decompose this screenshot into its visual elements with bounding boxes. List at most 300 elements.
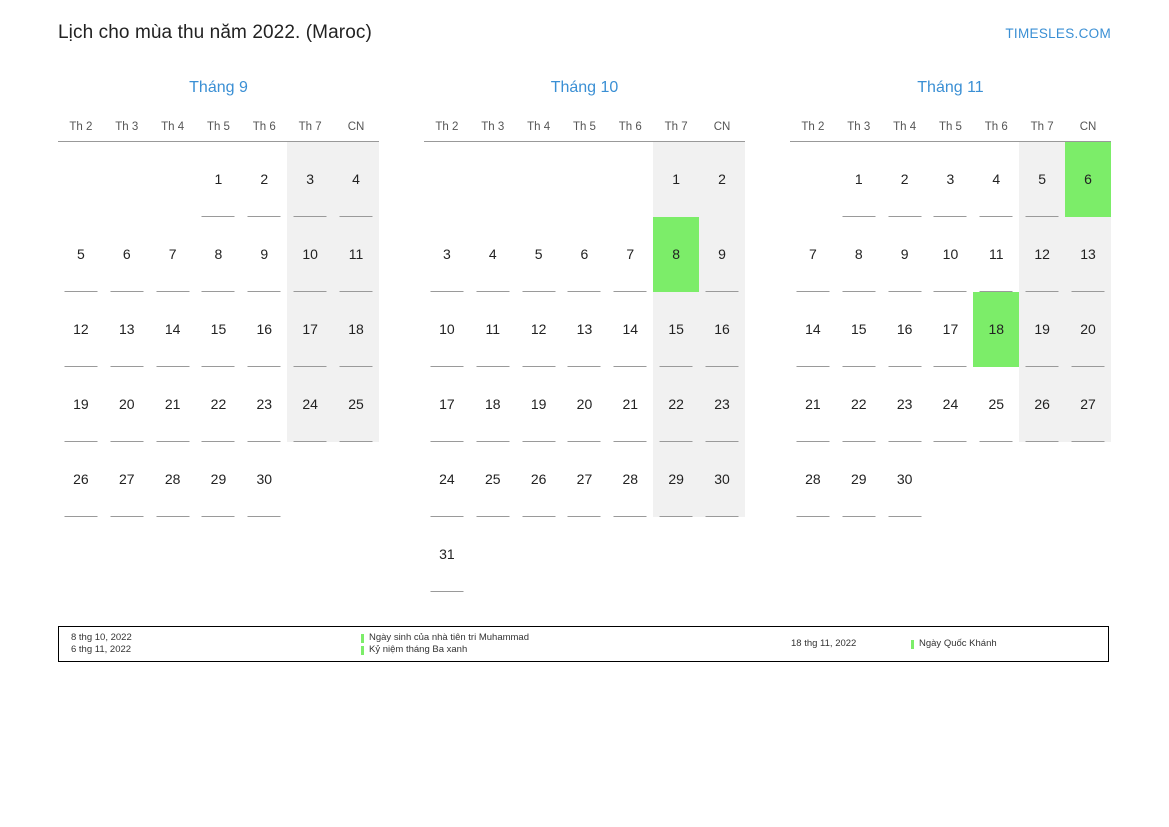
day-number: 2 — [718, 171, 726, 187]
day-number — [929, 518, 973, 591]
day-cell[interactable] — [424, 442, 470, 517]
day-number — [288, 443, 332, 516]
week-row — [790, 517, 1111, 592]
weekday-header: Th 7 — [287, 112, 333, 142]
day-number: 8 — [672, 246, 681, 262]
week-row — [790, 217, 1111, 292]
day-number: 11 — [348, 246, 364, 262]
weekday-header: Th 4 — [150, 112, 196, 142]
day-number: 3 — [443, 246, 451, 262]
day-cell[interactable] — [562, 292, 608, 367]
day-number: 21 — [164, 396, 181, 412]
day-cell[interactable] — [1019, 292, 1065, 367]
day-cell[interactable] — [928, 367, 974, 442]
empty-cell — [1019, 442, 1065, 517]
day-cell[interactable] — [241, 442, 287, 517]
day-cell[interactable] — [333, 292, 379, 367]
legend-dates-group-2 — [791, 638, 911, 650]
page-header — [58, 18, 1111, 48]
day-number: 25 — [348, 396, 364, 412]
day-cell[interactable] — [196, 217, 242, 292]
day-cell[interactable] — [424, 517, 470, 592]
legend-holiday-label: Ngày sinh của nhà tiên tri Muhammad — [369, 632, 529, 643]
empty-cell — [699, 517, 745, 592]
day-cell[interactable] — [104, 442, 150, 517]
day-number — [1020, 443, 1064, 516]
week-row — [58, 142, 379, 218]
empty-cell — [928, 442, 974, 517]
day-number — [1066, 518, 1110, 591]
day-cell[interactable] — [58, 217, 104, 292]
day-number — [59, 143, 103, 216]
holiday-swatch-icon — [361, 646, 364, 655]
week-row — [424, 367, 745, 442]
day-cell[interactable] — [562, 217, 608, 292]
day-cell[interactable] — [516, 367, 562, 442]
day-cell[interactable] — [653, 442, 699, 517]
day-cell[interactable] — [104, 367, 150, 442]
day-number — [517, 143, 561, 216]
legend-holiday-label: Ngày Quốc Khánh — [919, 638, 997, 649]
month-table — [424, 112, 745, 592]
weekday-header: Th 3 — [836, 112, 882, 142]
day-cell[interactable] — [470, 217, 516, 292]
day-cell[interactable] — [241, 217, 287, 292]
day-number: 21 — [622, 396, 639, 412]
day-number: 16 — [714, 321, 730, 337]
day-cell[interactable] — [882, 367, 928, 442]
day-cell[interactable] — [928, 142, 974, 218]
day-number: 21 — [805, 396, 821, 412]
day-number — [883, 518, 927, 591]
day-cell[interactable] — [58, 442, 104, 517]
day-number: 13 — [576, 321, 593, 337]
day-number: 23 — [256, 396, 273, 412]
day-number: 6 — [580, 246, 589, 262]
day-cell[interactable] — [241, 142, 287, 218]
week-row — [424, 217, 745, 292]
day-cell[interactable] — [653, 217, 699, 292]
day-number: 7 — [626, 246, 635, 262]
day-cell[interactable] — [150, 217, 196, 292]
month-title: Tháng 9 — [189, 79, 248, 96]
day-cell[interactable] — [333, 367, 379, 442]
day-number: 25 — [484, 471, 501, 487]
legend-date: 8 thg 10, 2022 — [71, 632, 132, 643]
day-number: 6 — [122, 246, 131, 262]
empty-cell — [836, 517, 882, 592]
day-cell[interactable] — [653, 142, 699, 218]
day-cell[interactable] — [333, 217, 379, 292]
day-cell[interactable] — [104, 217, 150, 292]
day-number — [105, 143, 149, 216]
weekday-header-row — [790, 112, 1111, 142]
day-number: 26 — [73, 471, 89, 487]
day-number: 18 — [348, 321, 364, 337]
day-number: 7 — [168, 246, 177, 262]
day-number — [105, 518, 149, 591]
empty-cell — [58, 142, 104, 218]
day-number: 20 — [1080, 321, 1096, 337]
day-number: 5 — [534, 246, 543, 262]
weekday-header: Th 2 — [790, 112, 836, 142]
day-cell[interactable] — [607, 367, 653, 442]
weekday-header: CN — [1065, 112, 1111, 142]
day-cell[interactable] — [241, 367, 287, 442]
day-cell[interactable] — [516, 292, 562, 367]
day-number: 19 — [530, 396, 547, 412]
holiday-swatch-icon — [911, 640, 914, 649]
week-row — [424, 142, 745, 218]
weekday-header: Th 5 — [562, 112, 608, 142]
weekday-header: CN — [333, 112, 379, 142]
empty-cell — [333, 517, 379, 592]
day-cell[interactable] — [836, 292, 882, 367]
day-cell[interactable] — [424, 217, 470, 292]
month-title: Tháng 11 — [917, 79, 984, 96]
day-cell[interactable] — [1019, 367, 1065, 442]
day-number — [791, 518, 835, 591]
day-cell[interactable] — [607, 442, 653, 517]
day-number: 12 — [73, 321, 89, 337]
day-number: 12 — [530, 321, 547, 337]
day-number: 28 — [622, 471, 639, 487]
day-cell[interactable] — [1065, 217, 1111, 292]
empty-cell — [424, 142, 470, 218]
day-number: 15 — [210, 321, 227, 337]
day-cell[interactable] — [562, 442, 608, 517]
day-number: 27 — [576, 471, 593, 487]
day-number: 29 — [850, 471, 867, 487]
day-cell[interactable] — [516, 217, 562, 292]
empty-cell — [928, 517, 974, 592]
empty-cell — [790, 517, 836, 592]
day-number: 1 — [672, 171, 681, 187]
day-cell[interactable] — [882, 217, 928, 292]
day-cell[interactable] — [882, 142, 928, 218]
day-cell[interactable] — [607, 292, 653, 367]
brand-link[interactable]: TIMESLES.COM — [1005, 25, 1111, 41]
day-number — [563, 518, 607, 591]
day-number: 4 — [488, 246, 497, 262]
week-row — [790, 292, 1111, 367]
day-number — [563, 143, 607, 216]
legend-names-group-2 — [911, 638, 1101, 650]
day-cell[interactable] — [196, 142, 242, 218]
day-number: 2 — [260, 171, 269, 187]
day-cell[interactable] — [150, 292, 196, 367]
legend-date: 6 thg 11, 2022 — [71, 644, 132, 655]
day-cell[interactable] — [104, 292, 150, 367]
empty-cell — [287, 442, 333, 517]
empty-cell — [104, 142, 150, 218]
day-cell[interactable] — [699, 367, 745, 442]
empty-cell — [562, 517, 608, 592]
empty-cell — [470, 142, 516, 218]
empty-cell — [333, 442, 379, 517]
day-cell[interactable] — [1065, 367, 1111, 442]
day-number: 30 — [896, 471, 913, 487]
empty-cell — [287, 517, 333, 592]
day-cell[interactable] — [790, 367, 836, 442]
day-number: 14 — [805, 321, 821, 337]
day-cell[interactable] — [287, 367, 333, 442]
month-table — [58, 112, 379, 592]
week-row — [58, 217, 379, 292]
day-number — [151, 143, 195, 216]
day-number: 19 — [1034, 321, 1050, 337]
day-cell[interactable] — [699, 292, 745, 367]
day-cell[interactable] — [241, 292, 287, 367]
day-number: 16 — [256, 321, 273, 337]
weekday-header: Th 4 — [516, 112, 562, 142]
day-number — [334, 443, 378, 516]
day-cell[interactable] — [58, 367, 104, 442]
day-cell[interactable] — [424, 292, 470, 367]
day-number: 22 — [850, 396, 867, 412]
day-number: 18 — [988, 321, 1005, 337]
day-number: 9 — [718, 246, 726, 262]
day-number: 3 — [946, 171, 955, 187]
week-row — [58, 442, 379, 517]
day-cell[interactable] — [470, 292, 516, 367]
day-cell[interactable] — [150, 367, 196, 442]
weekday-header: Th 6 — [241, 112, 287, 142]
day-number: 23 — [896, 396, 913, 412]
day-cell[interactable] — [790, 217, 836, 292]
day-number — [974, 443, 1018, 516]
day-number: 28 — [805, 471, 821, 487]
weekday-header: Th 5 — [928, 112, 974, 142]
weekday-header: Th 6 — [607, 112, 653, 142]
day-number — [242, 518, 286, 591]
day-cell[interactable] — [1019, 217, 1065, 292]
day-cell[interactable] — [836, 217, 882, 292]
day-cell[interactable] — [882, 292, 928, 367]
day-cell[interactable] — [836, 442, 882, 517]
week-row — [790, 367, 1111, 442]
weekday-header: Th 3 — [470, 112, 516, 142]
day-number: 29 — [210, 471, 227, 487]
day-number: 26 — [1034, 396, 1050, 412]
empty-cell — [1019, 517, 1065, 592]
day-number — [608, 518, 652, 591]
day-number — [197, 518, 241, 591]
empty-cell — [1065, 442, 1111, 517]
day-cell[interactable] — [516, 442, 562, 517]
day-cell[interactable] — [470, 367, 516, 442]
day-cell[interactable] — [287, 292, 333, 367]
week-row — [424, 292, 745, 367]
day-number — [334, 518, 378, 591]
day-number — [151, 518, 195, 591]
day-cell[interactable] — [287, 217, 333, 292]
day-number: 11 — [989, 246, 1004, 262]
day-number: 4 — [992, 171, 1001, 187]
day-cell[interactable] — [790, 442, 836, 517]
empty-cell — [516, 517, 562, 592]
empty-cell — [1065, 517, 1111, 592]
day-number: 24 — [302, 396, 318, 412]
day-number: 25 — [988, 396, 1005, 412]
day-number: 7 — [809, 246, 817, 262]
day-number: 8 — [854, 246, 863, 262]
empty-cell — [516, 142, 562, 218]
day-cell[interactable] — [928, 217, 974, 292]
week-row — [58, 517, 379, 592]
day-number: 14 — [164, 321, 181, 337]
day-number — [288, 518, 332, 591]
empty-cell — [562, 142, 608, 218]
day-number: 4 — [352, 171, 360, 187]
week-row — [58, 292, 379, 367]
day-number: 23 — [714, 396, 730, 412]
empty-cell — [607, 517, 653, 592]
day-number: 31 — [439, 546, 455, 562]
day-number — [791, 143, 835, 216]
day-cell[interactable] — [1065, 142, 1111, 218]
day-cell[interactable] — [470, 442, 516, 517]
day-cell[interactable] — [836, 367, 882, 442]
day-cell[interactable] — [882, 442, 928, 517]
day-cell[interactable] — [607, 217, 653, 292]
day-cell[interactable] — [790, 292, 836, 367]
day-number: 1 — [214, 171, 223, 187]
weekday-header-row — [58, 112, 379, 142]
day-number: 22 — [668, 396, 684, 412]
day-number: 11 — [485, 321, 501, 337]
day-cell[interactable] — [1065, 292, 1111, 367]
legend-date: 18 thg 11, 2022 — [791, 638, 857, 649]
day-number: 26 — [530, 471, 547, 487]
day-number: 17 — [302, 321, 318, 337]
legend-holiday-name — [911, 638, 1101, 650]
day-number: 17 — [439, 396, 455, 412]
day-cell[interactable] — [699, 442, 745, 517]
day-cell[interactable] — [196, 367, 242, 442]
month-block — [424, 78, 745, 592]
month-table — [790, 112, 1111, 592]
legend-holiday-label: Kỷ niệm tháng Ba xanh — [369, 644, 468, 655]
day-cell[interactable] — [973, 367, 1019, 442]
day-number — [471, 518, 515, 591]
empty-cell — [241, 517, 287, 592]
day-number — [1020, 518, 1064, 591]
holiday-swatch-icon — [361, 634, 364, 643]
day-number: 1 — [854, 171, 863, 187]
day-number: 14 — [622, 321, 639, 337]
day-number: 27 — [1080, 396, 1096, 412]
weekday-header: Th 5 — [196, 112, 242, 142]
day-number — [608, 143, 652, 216]
day-number: 9 — [260, 246, 269, 262]
day-number: 12 — [1034, 246, 1050, 262]
day-number: 8 — [214, 246, 223, 262]
weekday-header: Th 7 — [653, 112, 699, 142]
legend-dates-group-1 — [71, 632, 361, 656]
day-number: 30 — [256, 471, 273, 487]
day-cell[interactable] — [1019, 142, 1065, 218]
day-number — [59, 518, 103, 591]
day-cell[interactable] — [653, 292, 699, 367]
weekday-header-row — [424, 112, 745, 142]
day-number — [471, 143, 515, 216]
day-number: 10 — [439, 321, 455, 337]
day-cell[interactable] — [150, 442, 196, 517]
week-row — [790, 442, 1111, 517]
day-number: 20 — [118, 396, 135, 412]
day-number: 13 — [118, 321, 135, 337]
page-title: Lịch cho mùa thu năm 2022. (Maroc) — [58, 22, 372, 43]
day-cell[interactable] — [562, 367, 608, 442]
week-row — [790, 142, 1111, 218]
day-cell[interactable] — [196, 442, 242, 517]
day-number: 28 — [164, 471, 181, 487]
week-row — [424, 517, 745, 592]
empty-cell — [196, 517, 242, 592]
day-cell[interactable] — [196, 292, 242, 367]
day-cell[interactable] — [699, 217, 745, 292]
day-number: 27 — [118, 471, 135, 487]
day-cell[interactable] — [424, 367, 470, 442]
empty-cell — [104, 517, 150, 592]
day-number: 22 — [210, 396, 227, 412]
day-number: 18 — [484, 396, 501, 412]
day-number: 10 — [942, 246, 959, 262]
weekday-header: Th 2 — [424, 112, 470, 142]
day-number — [654, 518, 698, 591]
legend-names-group-1 — [361, 632, 791, 656]
day-cell[interactable] — [58, 292, 104, 367]
calendar-months — [58, 78, 1111, 592]
empty-cell — [150, 142, 196, 218]
day-cell[interactable] — [653, 367, 699, 442]
day-number — [425, 143, 469, 216]
weekday-header: Th 2 — [58, 112, 104, 142]
empty-cell — [470, 517, 516, 592]
day-number: 30 — [714, 471, 730, 487]
legend-holiday-name — [361, 632, 791, 644]
empty-cell — [150, 517, 196, 592]
day-number: 9 — [900, 246, 909, 262]
day-number: 13 — [1080, 246, 1096, 262]
day-number — [700, 518, 744, 591]
day-cell[interactable] — [699, 142, 745, 218]
day-number: 3 — [306, 171, 315, 187]
weekday-header: Th 3 — [104, 112, 150, 142]
day-number: 5 — [77, 246, 85, 262]
empty-cell — [58, 517, 104, 592]
day-number — [929, 443, 973, 516]
day-cell[interactable] — [287, 142, 333, 218]
day-cell[interactable] — [973, 142, 1019, 218]
day-number — [974, 518, 1018, 591]
day-cell[interactable] — [333, 142, 379, 218]
empty-cell — [607, 142, 653, 218]
empty-cell — [973, 442, 1019, 517]
day-number: 5 — [1038, 171, 1047, 187]
day-number: 6 — [1084, 171, 1092, 187]
day-cell[interactable] — [836, 142, 882, 218]
day-cell[interactable] — [973, 217, 1019, 292]
month-title: Tháng 10 — [550, 79, 619, 96]
day-cell[interactable] — [973, 292, 1019, 367]
day-number — [837, 518, 881, 591]
day-number: 24 — [942, 396, 959, 412]
day-cell[interactable] — [928, 292, 974, 367]
month-block — [58, 78, 379, 592]
week-row — [58, 367, 379, 442]
